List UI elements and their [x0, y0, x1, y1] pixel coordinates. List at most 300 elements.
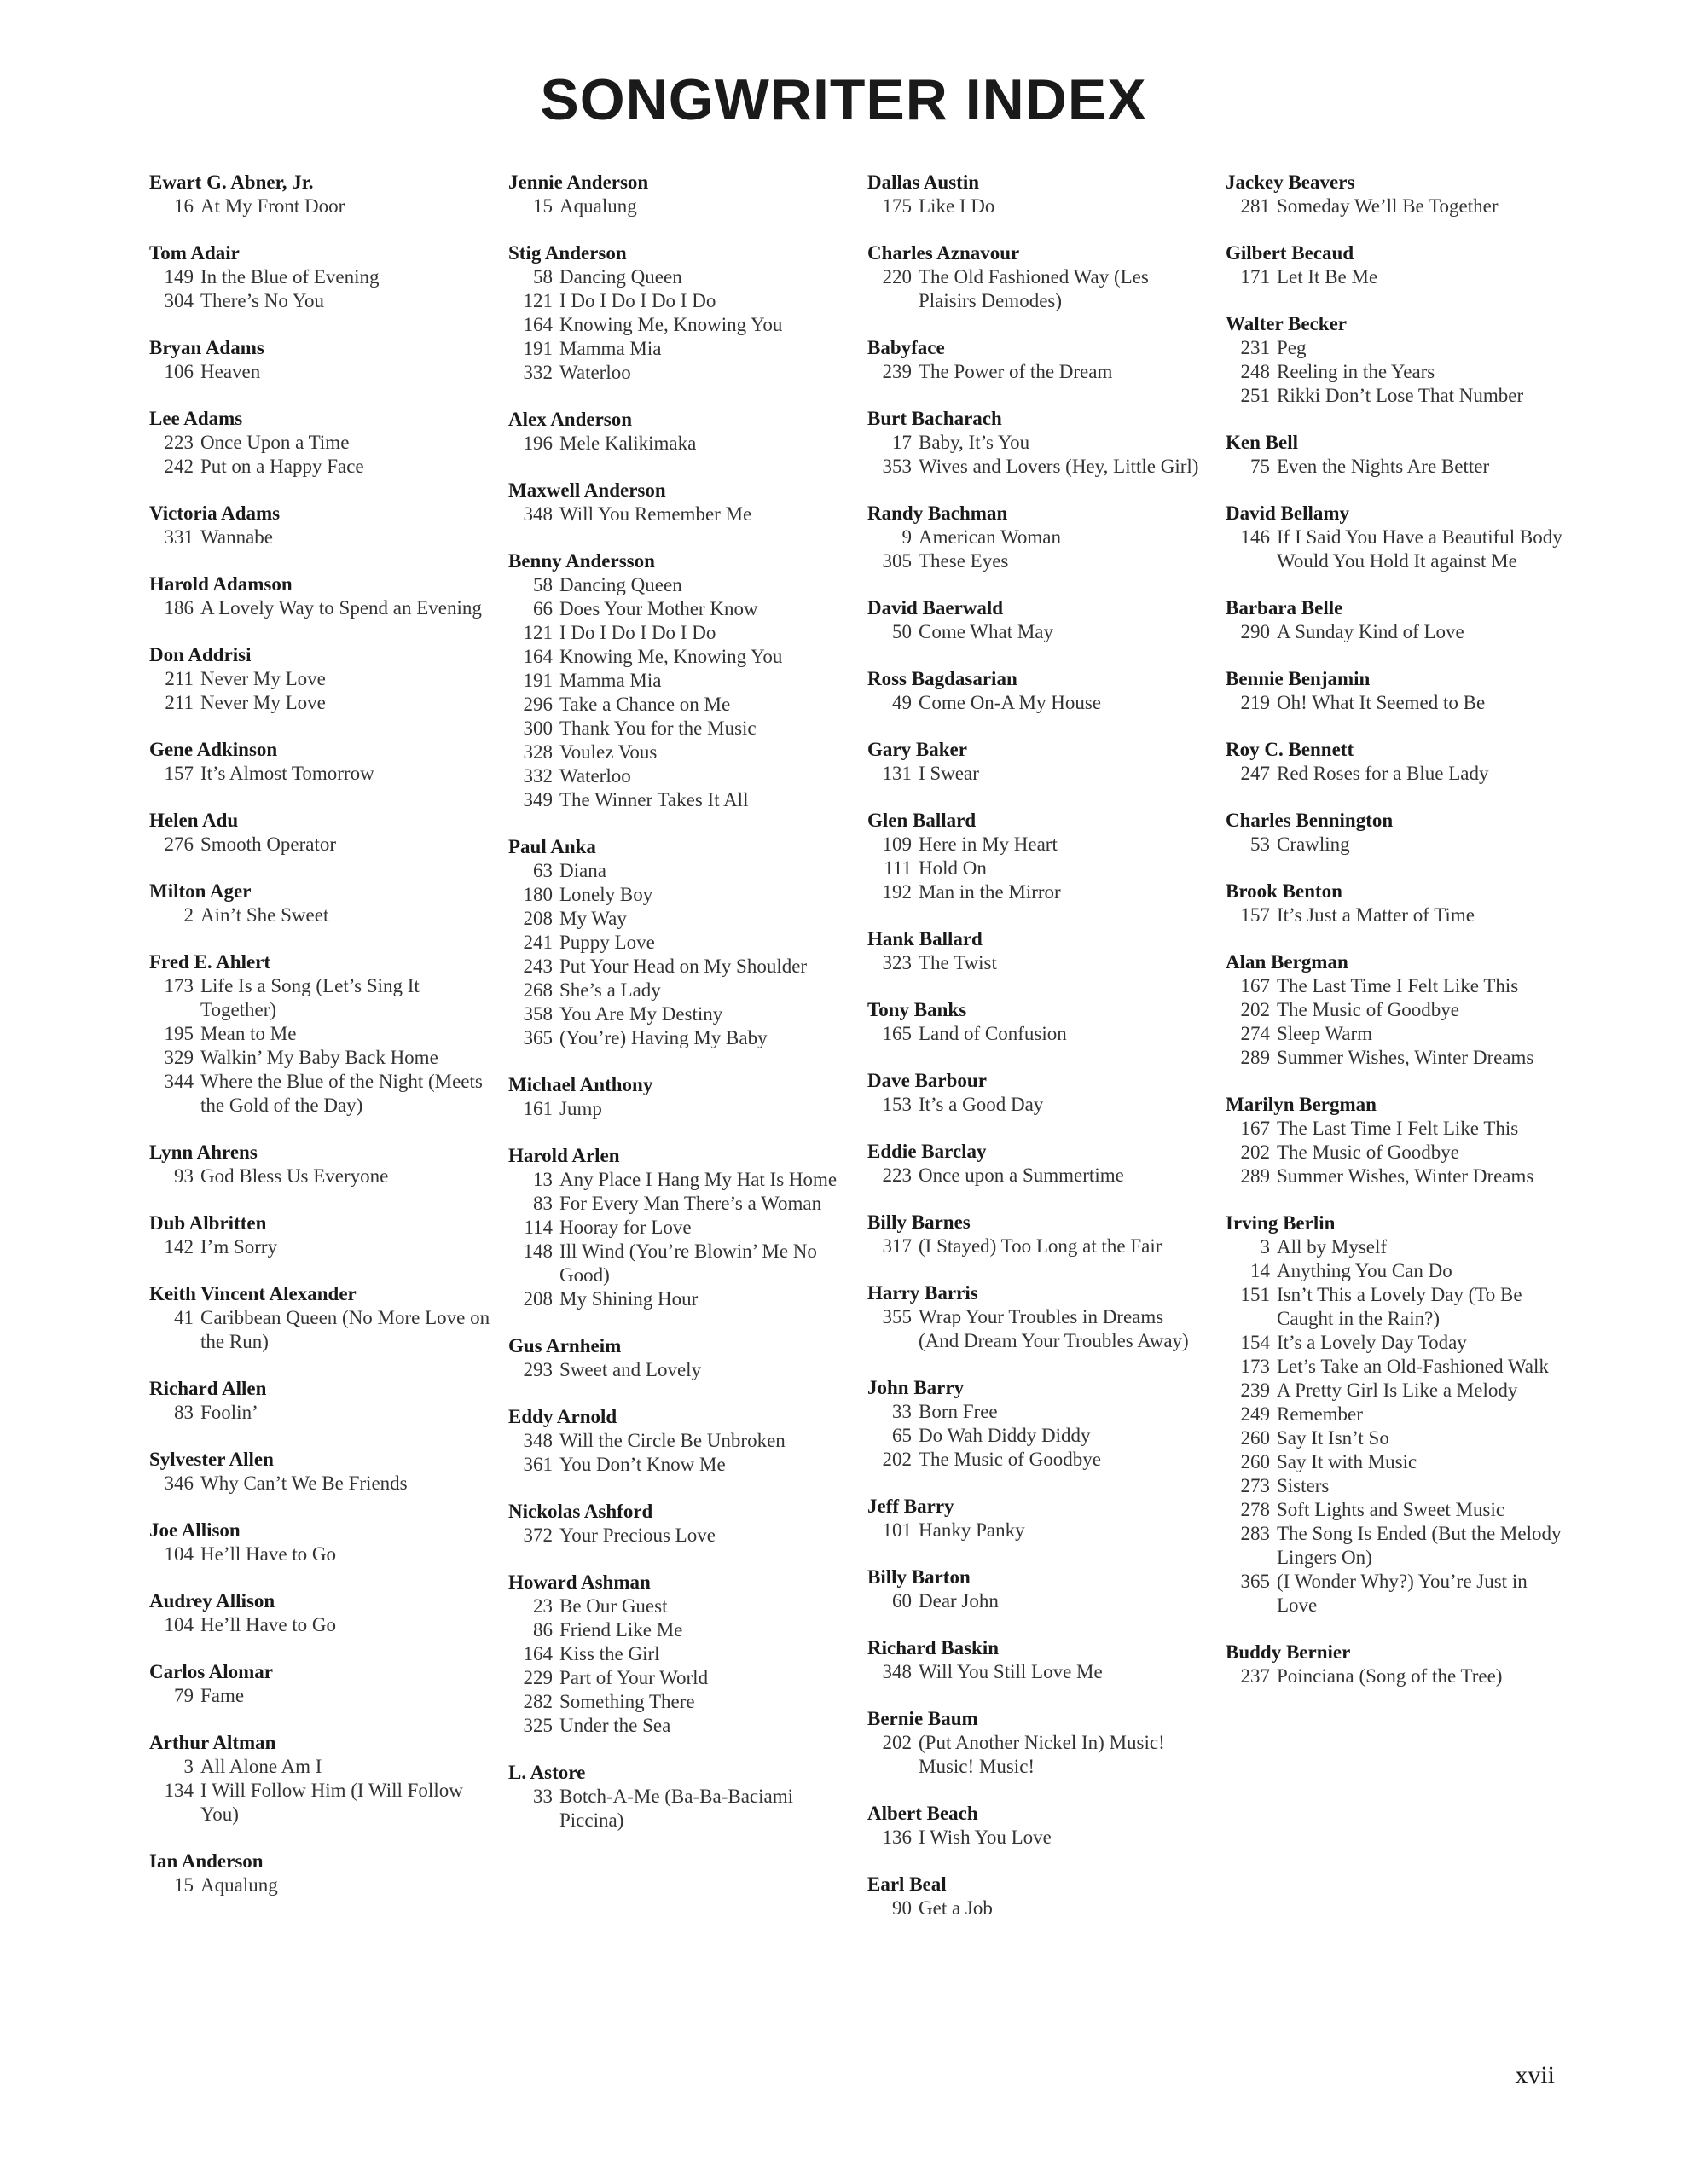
song-title: Rikki Don’t Lose That Number: [1277, 385, 1524, 406]
song-row: [149, 1165, 490, 1188]
song-title: Land of Confusion: [919, 1023, 1067, 1044]
song-row: [149, 974, 490, 1022]
song-page-number: 15: [174, 1874, 194, 1896]
song-title: There’s No You: [200, 290, 325, 311]
song-page-number: 114: [524, 1217, 553, 1238]
song-title: I Will Follow Him (I Will Follow You): [200, 1780, 463, 1825]
songwriter-name: Benny Andersson: [508, 550, 655, 572]
song-page-number: 164: [523, 314, 553, 335]
song-page-number: 332: [523, 765, 553, 787]
index-entry: [149, 171, 490, 218]
songwriter-name: Hank Ballard: [867, 928, 983, 950]
index-entry: [867, 1069, 1209, 1117]
song-title: Like I Do: [919, 195, 995, 217]
index-entry: [149, 241, 490, 313]
song-row: [867, 1424, 1209, 1448]
song-row: [1226, 1046, 1567, 1070]
song-title: Life Is a Song (Let’s Sing It Together): [200, 975, 420, 1020]
song-title: Ill Wind (You’re Blowin’ Me No Good): [559, 1240, 817, 1286]
index-entry: [149, 950, 490, 1118]
song-title: Wrap Your Troubles in Dreams (And Dream Your Troubles Away): [919, 1306, 1189, 1351]
song-page-number: 329: [164, 1047, 194, 1068]
song-page-number: 229: [523, 1667, 553, 1688]
song-page-number: 317: [882, 1235, 912, 1257]
index-entry: [867, 1802, 1209, 1850]
song-page-number: 260: [1240, 1451, 1270, 1472]
index-entry: [149, 1850, 490, 1897]
song-row: [508, 955, 849, 979]
song-row: [508, 1642, 849, 1666]
song-row: [867, 762, 1209, 786]
song-title: Never My Love: [200, 692, 326, 713]
song-page-number: 153: [882, 1094, 912, 1115]
song-page-number: 14: [1250, 1260, 1270, 1281]
song-title: Caribbean Queen (No More Love on the Run): [200, 1307, 490, 1352]
song-title: You Are My Destiny: [559, 1003, 723, 1025]
song-row: [508, 1666, 849, 1690]
song-page-number: 223: [164, 432, 194, 453]
index-entry: [508, 835, 849, 1050]
song-title: Aqualung: [200, 1874, 278, 1896]
song-title: Baby, It’s You: [919, 432, 1030, 453]
songwriter-name: Randy Bachman: [867, 502, 1008, 524]
song-title: Botch-A-Me (Ba-Ba-Baciami Piccina): [559, 1786, 793, 1831]
song-title: Here in My Heart: [919, 834, 1058, 855]
song-title: Kiss the Girl: [559, 1643, 660, 1664]
song-title: The Twist: [919, 952, 997, 973]
song-row: [867, 1826, 1209, 1850]
song-page-number: 173: [1240, 1356, 1270, 1377]
song-row: [1226, 1403, 1567, 1426]
song-row: [149, 431, 490, 455]
song-page-number: 53: [1250, 834, 1270, 855]
song-row: [1226, 1498, 1567, 1522]
song-title: God Bless Us Everyone: [200, 1165, 389, 1187]
index-entry: [149, 1141, 490, 1188]
song-title: Under the Sea: [559, 1715, 671, 1736]
song-title: Any Place I Hang My Hat Is Home: [559, 1169, 838, 1190]
song-title: The Winner Takes It All: [559, 789, 749, 810]
song-title: Lonely Boy: [559, 884, 653, 905]
song-row: [1226, 1379, 1567, 1403]
song-title: Knowing Me, Knowing You: [559, 314, 783, 335]
index-entry: [1226, 171, 1567, 218]
song-title: Hold On: [919, 857, 987, 879]
song-row: [1226, 1426, 1567, 1450]
song-page-number: 63: [533, 860, 553, 881]
song-row: [149, 1235, 490, 1259]
song-row: [508, 741, 849, 764]
song-row: [1226, 998, 1567, 1022]
song-page-number: 192: [882, 881, 912, 903]
song-page-number: 121: [523, 622, 553, 643]
song-title: Mamma Mia: [559, 670, 662, 691]
song-title: Your Precious Love: [559, 1525, 716, 1546]
song-row: [867, 1448, 1209, 1472]
index-entry: [508, 1405, 849, 1477]
song-page-number: 136: [882, 1827, 912, 1848]
song-title: Fame: [200, 1685, 245, 1706]
song-title: He’ll Have to Go: [200, 1614, 337, 1635]
song-page-number: 146: [1240, 526, 1270, 548]
song-page-number: 13: [533, 1169, 553, 1190]
song-title: Voulez Vous: [559, 741, 658, 763]
song-row: [508, 195, 849, 218]
song-page-number: 372: [523, 1525, 553, 1546]
songwriter-name: Keith Vincent Alexander: [149, 1283, 357, 1304]
song-title: Will You Remember Me: [559, 503, 752, 525]
song-page-number: 247: [1240, 763, 1270, 784]
songwriter-name: Carlos Alomar: [149, 1661, 274, 1682]
song-row: [867, 951, 1209, 975]
song-row: [867, 1731, 1209, 1779]
song-page-number: 283: [1240, 1523, 1270, 1544]
song-row: [1226, 691, 1567, 715]
song-page-number: 231: [1240, 337, 1270, 358]
song-page-number: 289: [1240, 1165, 1270, 1187]
song-page-number: 180: [523, 884, 553, 905]
song-page-number: 3: [183, 1756, 194, 1777]
song-title: Waterloo: [559, 362, 631, 383]
song-page-number: 191: [523, 338, 553, 359]
song-row: [508, 1524, 849, 1548]
songwriter-name: Alex Anderson: [508, 409, 633, 430]
song-title: Something There: [559, 1691, 695, 1712]
index-entry: [508, 1571, 849, 1738]
song-title: It’s a Lovely Day Today: [1277, 1332, 1467, 1353]
song-row: [508, 1594, 849, 1618]
index-column: [508, 171, 849, 1856]
song-row: [149, 1779, 490, 1827]
songwriter-name: John Barry: [867, 1377, 965, 1398]
song-title: These Eyes: [919, 550, 1009, 572]
song-page-number: 344: [164, 1071, 194, 1092]
song-row: [867, 1234, 1209, 1258]
song-title: Summer Wishes, Winter Dreams: [1277, 1165, 1534, 1187]
songwriter-name: Bennie Benjamin: [1226, 668, 1371, 689]
songwriter-name: Harry Barris: [867, 1282, 978, 1304]
index-entry: [867, 738, 1209, 786]
index-entry: [149, 643, 490, 715]
song-row: [1226, 1022, 1567, 1046]
song-page-number: 41: [174, 1307, 194, 1328]
index-entry: [1226, 502, 1567, 573]
song-row: [1226, 1141, 1567, 1165]
song-row: [1226, 526, 1567, 573]
index-entry: [1226, 1093, 1567, 1188]
song-title: (I Stayed) Too Long at the Fair: [919, 1235, 1162, 1257]
index-entry: [149, 336, 490, 384]
song-row: [1226, 1522, 1567, 1570]
song-page-number: 289: [1240, 1047, 1270, 1068]
song-row: [867, 360, 1209, 384]
song-page-number: 332: [523, 362, 553, 383]
song-title: Friend Like Me: [559, 1619, 683, 1641]
index-column: [1226, 171, 1567, 1711]
song-title: The Song Is Ended (But the Melody Lingers On): [1277, 1523, 1562, 1568]
song-row: [149, 762, 490, 786]
songwriter-name: Milton Ager: [149, 880, 252, 902]
song-title: My Shining Hour: [559, 1288, 699, 1310]
index-entry: [508, 479, 849, 526]
song-title: I Swear: [919, 763, 979, 784]
song-page-number: 148: [523, 1240, 553, 1262]
song-page-number: 154: [1240, 1332, 1270, 1353]
song-page-number: 243: [523, 956, 553, 977]
song-title: Even the Nights Are Better: [1277, 456, 1490, 477]
index-entry: [1226, 950, 1567, 1070]
song-row: [508, 883, 849, 907]
index-entry: [867, 1281, 1209, 1353]
song-title: Sisters: [1277, 1475, 1330, 1496]
songwriter-name: Burt Bacharach: [867, 408, 1002, 429]
songwriter-name: Lee Adams: [149, 408, 243, 429]
songwriter-name: Eddy Arnold: [508, 1406, 617, 1427]
song-page-number: 93: [174, 1165, 194, 1187]
song-page-number: 3: [1260, 1236, 1270, 1258]
song-row: [1226, 1235, 1567, 1259]
song-page-number: 151: [1240, 1284, 1270, 1305]
index-entry: [867, 1707, 1209, 1779]
song-row: [149, 289, 490, 313]
song-page-number: 296: [523, 694, 553, 715]
song-page-number: 202: [882, 1732, 912, 1753]
song-title: I Do I Do I Do I Do: [559, 622, 716, 643]
song-page-number: 241: [523, 932, 553, 953]
song-page-number: 282: [523, 1691, 553, 1712]
song-row: [508, 1453, 849, 1477]
song-page-number: 300: [523, 717, 553, 739]
song-page-number: 325: [523, 1715, 553, 1736]
song-page-number: 239: [1240, 1380, 1270, 1401]
songwriter-name: Ian Anderson: [149, 1850, 264, 1872]
song-row: [149, 195, 490, 218]
song-page-number: 290: [1240, 621, 1270, 642]
song-page-number: 293: [523, 1359, 553, 1380]
song-title: Heaven: [200, 361, 261, 382]
song-page-number: 202: [1240, 999, 1270, 1020]
song-row: [508, 1240, 849, 1287]
song-page-number: 358: [523, 1003, 553, 1025]
songwriter-name: Charles Bennington: [1226, 810, 1394, 831]
index-entry: [508, 241, 849, 385]
song-title: Thank You for the Music: [559, 717, 757, 739]
song-row: [867, 526, 1209, 549]
song-row: [1226, 1570, 1567, 1618]
songwriter-name: Gary Baker: [867, 739, 967, 760]
song-page-number: 328: [523, 741, 553, 763]
song-row: [867, 1589, 1209, 1613]
song-title: It’s Just a Matter of Time: [1277, 904, 1475, 926]
index-entry: [1226, 431, 1567, 479]
song-title: Someday We’ll Be Together: [1277, 195, 1499, 217]
song-page-number: 23: [533, 1595, 553, 1617]
song-title: The Power of the Dream: [919, 361, 1113, 382]
song-page-number: 65: [892, 1425, 912, 1446]
song-row: [1226, 195, 1567, 218]
song-title: Where the Blue of the Night (Meets the Gold of the Day): [200, 1071, 483, 1116]
index-entry: [867, 1211, 1209, 1258]
index-entry: [149, 407, 490, 479]
song-page-number: 161: [523, 1098, 553, 1119]
song-row: [149, 1873, 490, 1897]
song-row: [149, 455, 490, 479]
song-page-number: 195: [164, 1023, 194, 1044]
songwriter-name: Babyface: [867, 337, 945, 358]
song-page-number: 353: [882, 456, 912, 477]
song-title: Ain’t She Sweet: [200, 904, 329, 926]
song-row: [149, 1755, 490, 1779]
index-entry: [867, 927, 1209, 975]
song-row: [508, 1216, 849, 1240]
song-page-number: 33: [892, 1401, 912, 1422]
song-title: Put on a Happy Face: [200, 456, 364, 477]
songwriter-name: Alan Bergman: [1226, 951, 1348, 973]
index-entry: [508, 1144, 849, 1311]
song-page-number: 165: [882, 1023, 912, 1044]
song-row: [508, 1358, 849, 1382]
songwriter-name: Earl Beal: [867, 1873, 947, 1895]
song-title: Isn’t This a Lovely Day (To Be Caught in the Rain?): [1277, 1284, 1522, 1329]
song-page-number: 58: [533, 574, 553, 595]
song-row: [508, 693, 849, 717]
song-title: All by Myself: [1277, 1236, 1388, 1258]
song-page-number: 157: [164, 763, 194, 784]
song-row: [149, 360, 490, 384]
song-page-number: 157: [1240, 904, 1270, 926]
index-entry: [867, 998, 1209, 1046]
song-page-number: 111: [884, 857, 912, 879]
song-title: She’s a Lady: [559, 979, 661, 1001]
song-page-number: 60: [892, 1590, 912, 1612]
song-title: Part of Your World: [559, 1667, 709, 1688]
song-title: Jump: [559, 1098, 602, 1119]
song-row: [1226, 1283, 1567, 1331]
song-row: [867, 431, 1209, 455]
song-title: A Lovely Way to Spend an Evening: [200, 597, 482, 619]
song-page-number: 186: [164, 597, 194, 619]
song-title: He’ll Have to Go: [200, 1543, 337, 1565]
index-entry: [149, 502, 490, 549]
index-entry: [149, 572, 490, 620]
song-title: Come On-A My House: [919, 692, 1102, 713]
song-title: American Woman: [919, 526, 1061, 548]
song-row: [1226, 1664, 1567, 1688]
song-page-number: 281: [1240, 195, 1270, 217]
song-row: [508, 717, 849, 741]
songwriter-name: Marilyn Bergman: [1226, 1094, 1377, 1115]
song-page-number: 86: [533, 1619, 553, 1641]
song-page-number: 142: [164, 1236, 194, 1258]
song-page-number: 211: [165, 668, 194, 689]
index-entry: [1226, 312, 1567, 408]
song-page-number: 2: [183, 904, 194, 926]
song-title: Red Roses for a Blue Lady: [1277, 763, 1489, 784]
songwriter-name: Richard Allen: [149, 1378, 267, 1399]
song-row: [867, 265, 1209, 313]
song-page-number: 75: [1250, 456, 1270, 477]
song-row: [867, 833, 1209, 857]
songwriter-name: Tom Adair: [149, 242, 240, 264]
songwriter-name: Victoria Adams: [149, 502, 281, 524]
song-title: Why Can’t We Be Friends: [200, 1472, 408, 1494]
song-title: Oh! What It Seemed to Be: [1277, 692, 1486, 713]
songwriter-name: David Baerwald: [867, 597, 1004, 619]
songwriter-name: L. Astore: [508, 1762, 586, 1783]
songwriter-name: Albert Beach: [867, 1803, 978, 1824]
songwriter-name: David Bellamy: [1226, 502, 1350, 524]
index-entry: [1226, 667, 1567, 715]
index-entry: [508, 408, 849, 456]
songwriter-name: Harold Adamson: [149, 573, 293, 595]
song-row: [149, 833, 490, 857]
song-row: [508, 1026, 849, 1050]
song-row: [149, 1542, 490, 1566]
song-page-number: 83: [174, 1402, 194, 1423]
song-row: [508, 361, 849, 385]
index-entry: [508, 1500, 849, 1548]
song-row: [867, 1164, 1209, 1188]
song-page-number: 304: [164, 290, 194, 311]
song-row: [508, 1168, 849, 1192]
song-title: (You’re) Having My Baby: [559, 1027, 768, 1048]
song-row: [1226, 1117, 1567, 1141]
song-page-number: 260: [1240, 1427, 1270, 1449]
song-title: Sweet and Lovely: [559, 1359, 702, 1380]
index-entry: [1226, 241, 1567, 289]
index-entry: [867, 502, 1209, 573]
song-row: [867, 1896, 1209, 1920]
song-page-number: 268: [523, 979, 553, 1001]
song-row: [1226, 1165, 1567, 1188]
songwriter-name: Glen Ballard: [867, 810, 977, 831]
song-title: Waterloo: [559, 765, 631, 787]
song-page-number: 355: [882, 1306, 912, 1327]
songwriter-name: Harold Arlen: [508, 1145, 620, 1166]
songwriter-name: Irving Berlin: [1226, 1212, 1336, 1234]
songwriter-name: Dub Albritten: [149, 1212, 267, 1234]
song-page-number: 273: [1240, 1475, 1270, 1496]
index-entry: [1226, 880, 1567, 927]
song-row: [149, 1070, 490, 1118]
songwriter-name: Helen Adu: [149, 810, 239, 831]
song-title: Smooth Operator: [200, 834, 337, 855]
song-title: Foolin’: [200, 1402, 258, 1423]
song-page-number: 196: [523, 433, 553, 454]
song-row: [149, 1613, 490, 1637]
song-title: Man in the Mirror: [919, 881, 1061, 903]
song-title: At My Front Door: [200, 195, 345, 217]
song-page-number: 348: [882, 1661, 912, 1682]
song-page-number: 202: [1240, 1141, 1270, 1163]
songwriter-name: Lynn Ahrens: [149, 1141, 258, 1163]
song-row: [508, 764, 849, 788]
song-page-number: 208: [523, 908, 553, 929]
song-row: [149, 903, 490, 927]
songwriter-name: Gus Arnheim: [508, 1335, 622, 1356]
index-entry: [508, 549, 849, 812]
index-entry: [149, 738, 490, 786]
song-row: [508, 337, 849, 361]
song-page-number: 106: [164, 361, 194, 382]
song-page-number: 365: [523, 1027, 553, 1048]
songwriter-name: Paul Anka: [508, 836, 596, 857]
song-row: [867, 1305, 1209, 1353]
song-row: [1226, 903, 1567, 927]
song-row: [508, 1002, 849, 1026]
song-title: Crawling: [1277, 834, 1350, 855]
song-row: [508, 313, 849, 337]
